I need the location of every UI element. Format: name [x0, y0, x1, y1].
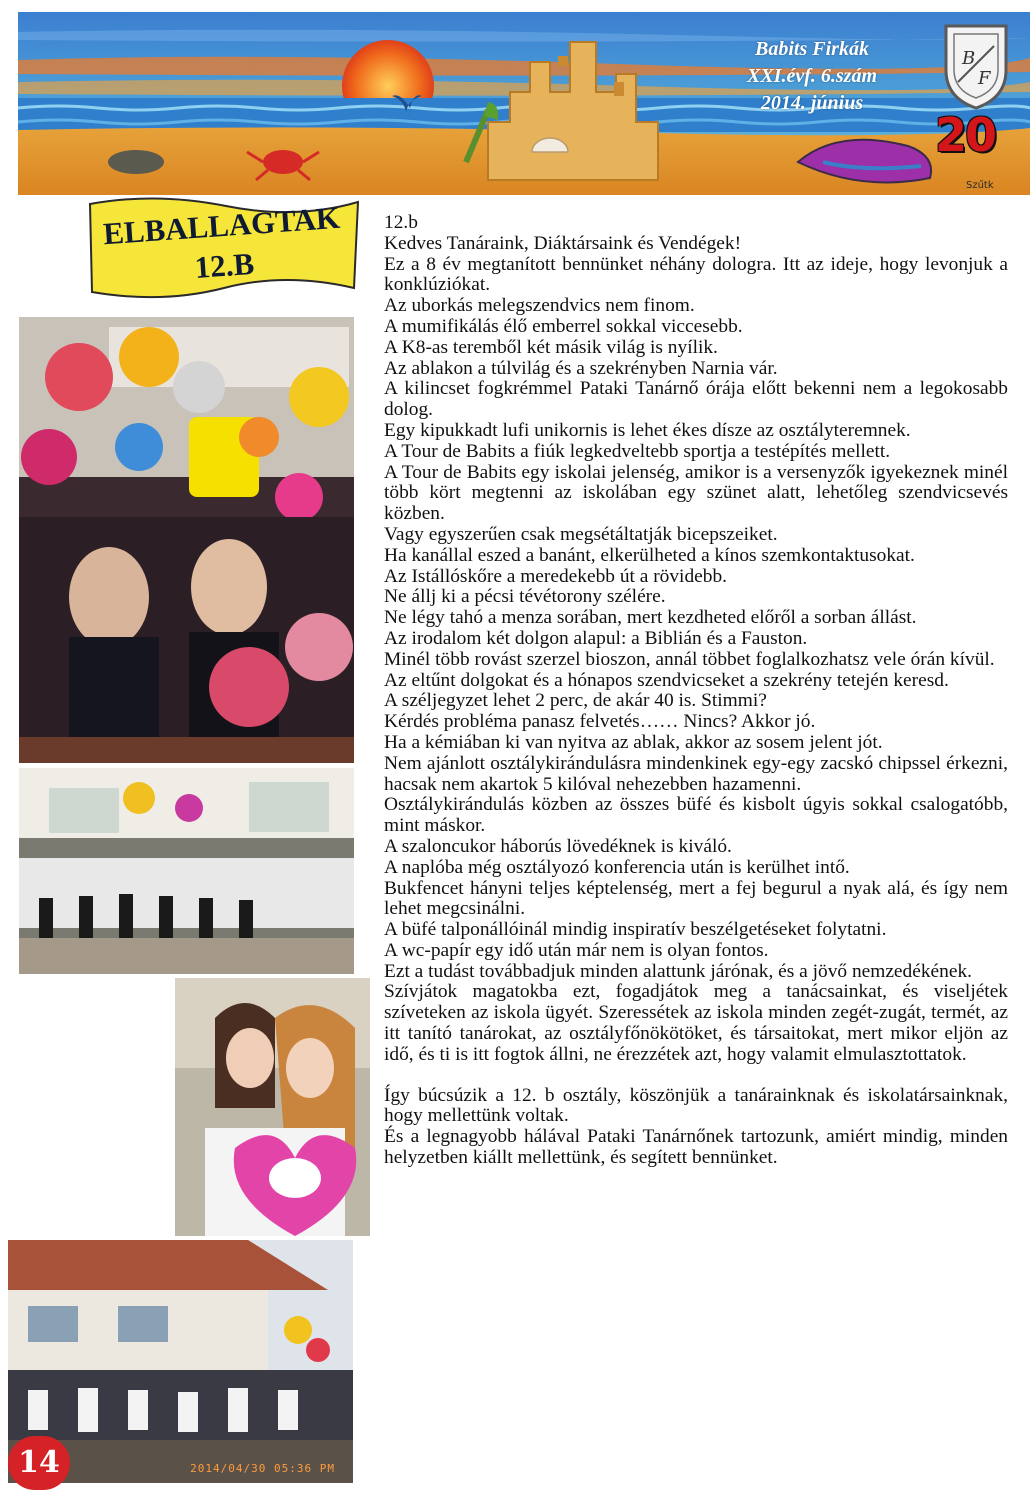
article-paragraph: A mumifikálás élő emberrel sokkal viccesebb. — [384, 315, 743, 337]
article-paragraph: Ne légy tahó a menza sorában, mert kezdheted előről a sorban állást. — [384, 607, 917, 629]
article-paragraph: Ha kanállal eszed a banánt, elkerülheted a kínos szemkontaktusokat. — [384, 544, 915, 566]
article-paragraph: Ne állj ki a pécsi tévétorony szélére. — [384, 586, 666, 608]
article-paragraph: Az ablakon a túlvilág és a szekrényben Narnia vár. — [384, 357, 778, 379]
article-paragraph: Minél több rovást szerzel bioszon, annál többet foglalkozhatsz vele órán kívül. — [384, 648, 995, 670]
article-paragraph: Osztálykirándulás közben az összes büfé és kisbolt úgyis sokkal csalogatóbb, mint máskor. — [384, 794, 1008, 837]
svg-text:B: B — [962, 48, 976, 69]
svg-text:F: F — [978, 68, 991, 89]
article-paragraph: Ezt a tudást továbbadjuk minden alattunk járónak, és a jövő nemzedékének. — [384, 960, 972, 982]
article-paragraph: A Tour de Babits a fiúk legkedveltebb sportja a testépítés mellett. — [384, 440, 891, 462]
article-paragraph: Kedves Tanáraink, Diáktársaink és Vendégek! — [384, 232, 742, 254]
closing-paragraph: És a legnagyobb hálával Pataki Tanárnőnek tartozunk, amiért mindig, minden helyzetben kiállt mellettünk, és segített bennünket. — [384, 1126, 1008, 1169]
closing-paragraph: Így búcsúzik a 12. b osztály, köszönjük a tanárainknak és iskolatársainknak, hogy mellettünk voltak. — [384, 1084, 1008, 1127]
page-number-top: 20 — [935, 108, 996, 162]
masthead-line-date: 2014. június — [760, 92, 864, 114]
article-paragraph: Egy kipukkadt lufi unikornis is lehet ékes dísze az osztályteremnek. — [384, 419, 911, 441]
article-paragraph: Szívjátok magatokba ezt, fogadjátok meg a tanácsainkat, és viseljétek szíveteken az iskola ügyét. Szeressétek az iskola minden zegét-zugát, termét, az itt tanító tanárokat, az osztályfőnökötöket, és társaitokat, mert mikor eljön az idő, és ti is itt fogtok állni, ne érezzétek azt, hogy valamit elmulasztottatok. — [384, 981, 1008, 1065]
photo-graduates-procession — [19, 768, 354, 974]
article-paragraph: A szaloncukor háborús lövedéknek is kiváló. — [384, 835, 732, 857]
article-paragraph: Az irodalom két dolgon alapul: a Biblián és a Fauston. — [384, 627, 808, 649]
masthead — [712, 36, 912, 117]
photo-graduates-with-balloons — [19, 317, 354, 763]
article-paragraph: Bukfencet hányni teljes képtelenség, mert a fej begurul a nyak alá, és így nem lehet megcsinálni. — [384, 877, 1008, 920]
article-paragraph: A Tour de Babits egy iskolai jelenség, amikor is a versenyzők igyekeznek minél több kört megtenni az iskolában egy szünet alatt, lehetőleg szendvicsevés közben. — [384, 461, 1008, 525]
article-paragraph: A wc-papír egy idő után már nem is olyan fontos. — [384, 939, 769, 961]
article-paragraph: Vagy egyszerűen csak megsétáltatják bicepszeiket. — [384, 523, 778, 545]
article-paragraph: Az Istállóskőre a meredekebb út a rövidebb. — [384, 565, 727, 587]
camera-timestamp: 2014/04/30 05:36 PM — [190, 1462, 335, 1475]
article-body — [384, 213, 1008, 1169]
article-paragraph: Ha a kémiában ki van nyitva az ablak, akkor az sosem jelent jót. — [384, 731, 883, 753]
article-paragraph: Kérdés probléma panasz felvetés…… Nincs? Akkor jó. — [384, 711, 816, 733]
school-seal-logo — [940, 20, 1012, 112]
title-line-2: 12.B — [193, 245, 256, 285]
article-paragraph: A büfé talponállóinál mindig inspiratív beszélgetéseket folytatni. — [384, 919, 887, 941]
article-paragraph: A naplóba még osztályozó konferencia után is kerülhet intő. — [384, 856, 850, 878]
article-paragraph: A széljegyzet lehet 2 perc, de akár 40 is. Stimmi? — [384, 690, 767, 712]
artist-signature: Szűtk — [966, 180, 994, 191]
article-paragraph: A kilincset fogkrémmel Pataki Tanárnő órája előtt bekenni nem a legokosabb dolog. — [384, 378, 1008, 421]
page-number-bottom: 14 — [8, 1436, 70, 1490]
masthead-line-volume: XXI.évf. 6.szám — [747, 65, 877, 87]
article-paragraph: Az eltűnt dolgokat és a hónapos szendvicseket a szekrény tetején keresd. — [384, 669, 949, 691]
article-paragraph: A K8-as teremből két másik világ is nyílik. — [384, 336, 718, 358]
title-line-1: ELBALLAGTAK — [102, 199, 342, 252]
masthead-line-title: Babits Firkák — [755, 38, 869, 60]
article-paragraph: 12.b — [384, 212, 418, 233]
article-paragraph: Nem ajánlott osztálykirándulásra mindenkinek egy-egy zacskó chipssel érkezni, hacsak nem akartok 5 kilóval nehezebben hazamenni. — [384, 752, 1008, 795]
article-paragraph: Az uborkás melegszendvics nem finom. — [384, 295, 695, 317]
photo-two-girls-with-heart-balloon — [175, 978, 370, 1236]
article-paragraph: Ez a 8 év megtanított bennünket néhány dologra. Itt az ideje, hogy levonjuk a konklúziókat. — [384, 253, 1008, 296]
